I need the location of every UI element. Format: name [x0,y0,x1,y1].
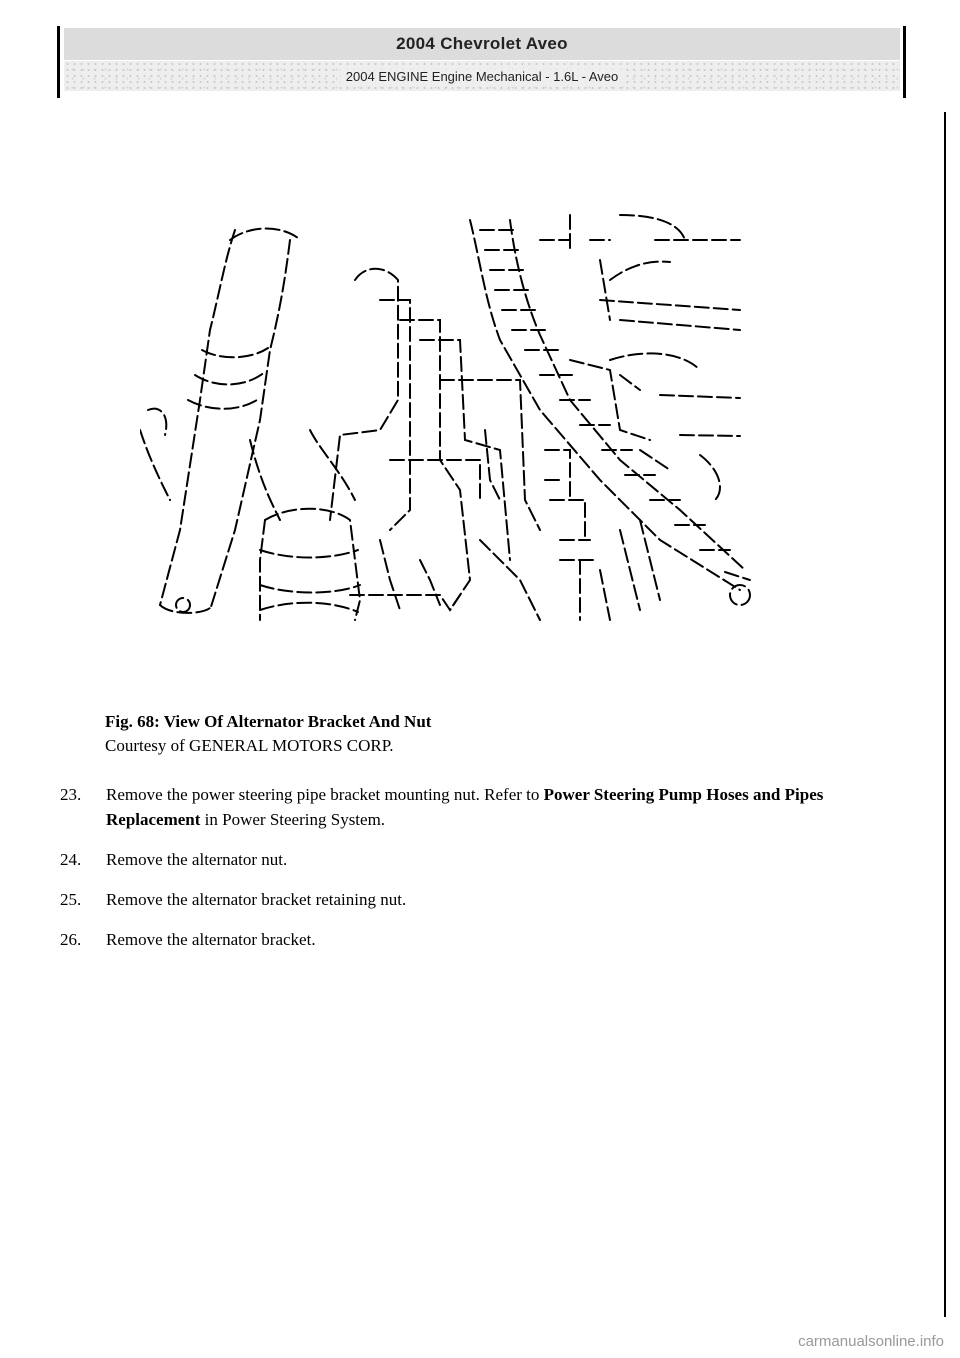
step-25 [60,887,920,912]
figure-caption [105,710,431,758]
alternator-bracket-illustration [140,200,760,640]
step-text: Remove the power steering pipe bracket mounting nut. Refer to [106,785,544,804]
frame-line-right-long [944,112,946,1317]
step-number: 23. [60,785,82,804]
frame-line-left [57,26,60,98]
power-steering-link[interactable]: Power Steering Pump Hoses and Pipes Replacement [106,785,824,829]
page-header [64,28,900,91]
step-text: Remove the alternator bracket retaining nut. [106,890,407,909]
figure-credit: Courtesy of GENERAL MOTORS CORP. [105,736,394,755]
step-24 [60,847,920,872]
step-text-after: in Power Steering System. [200,810,386,829]
document-title: 2004 Chevrolet Aveo [64,28,900,61]
step-text: Remove the alternator bracket. [106,930,316,949]
step-number: 26. [60,930,82,949]
step-26 [60,927,920,952]
step-23 [60,782,920,832]
procedure-steps [60,782,920,967]
frame-line-right [903,26,906,98]
watermark: carmanualsonline.info [798,1333,944,1350]
step-number: 25. [60,890,82,909]
step-text: Remove the alternator nut. [106,850,288,869]
step-number: 24. [60,850,82,869]
document-subtitle-text: 2004 ENGINE Engine Mechanical - 1.6L - Aveo [340,69,624,84]
document-subtitle [64,61,900,91]
figure-label: Fig. 68: View Of Alternator Bracket And Nut [105,712,432,731]
